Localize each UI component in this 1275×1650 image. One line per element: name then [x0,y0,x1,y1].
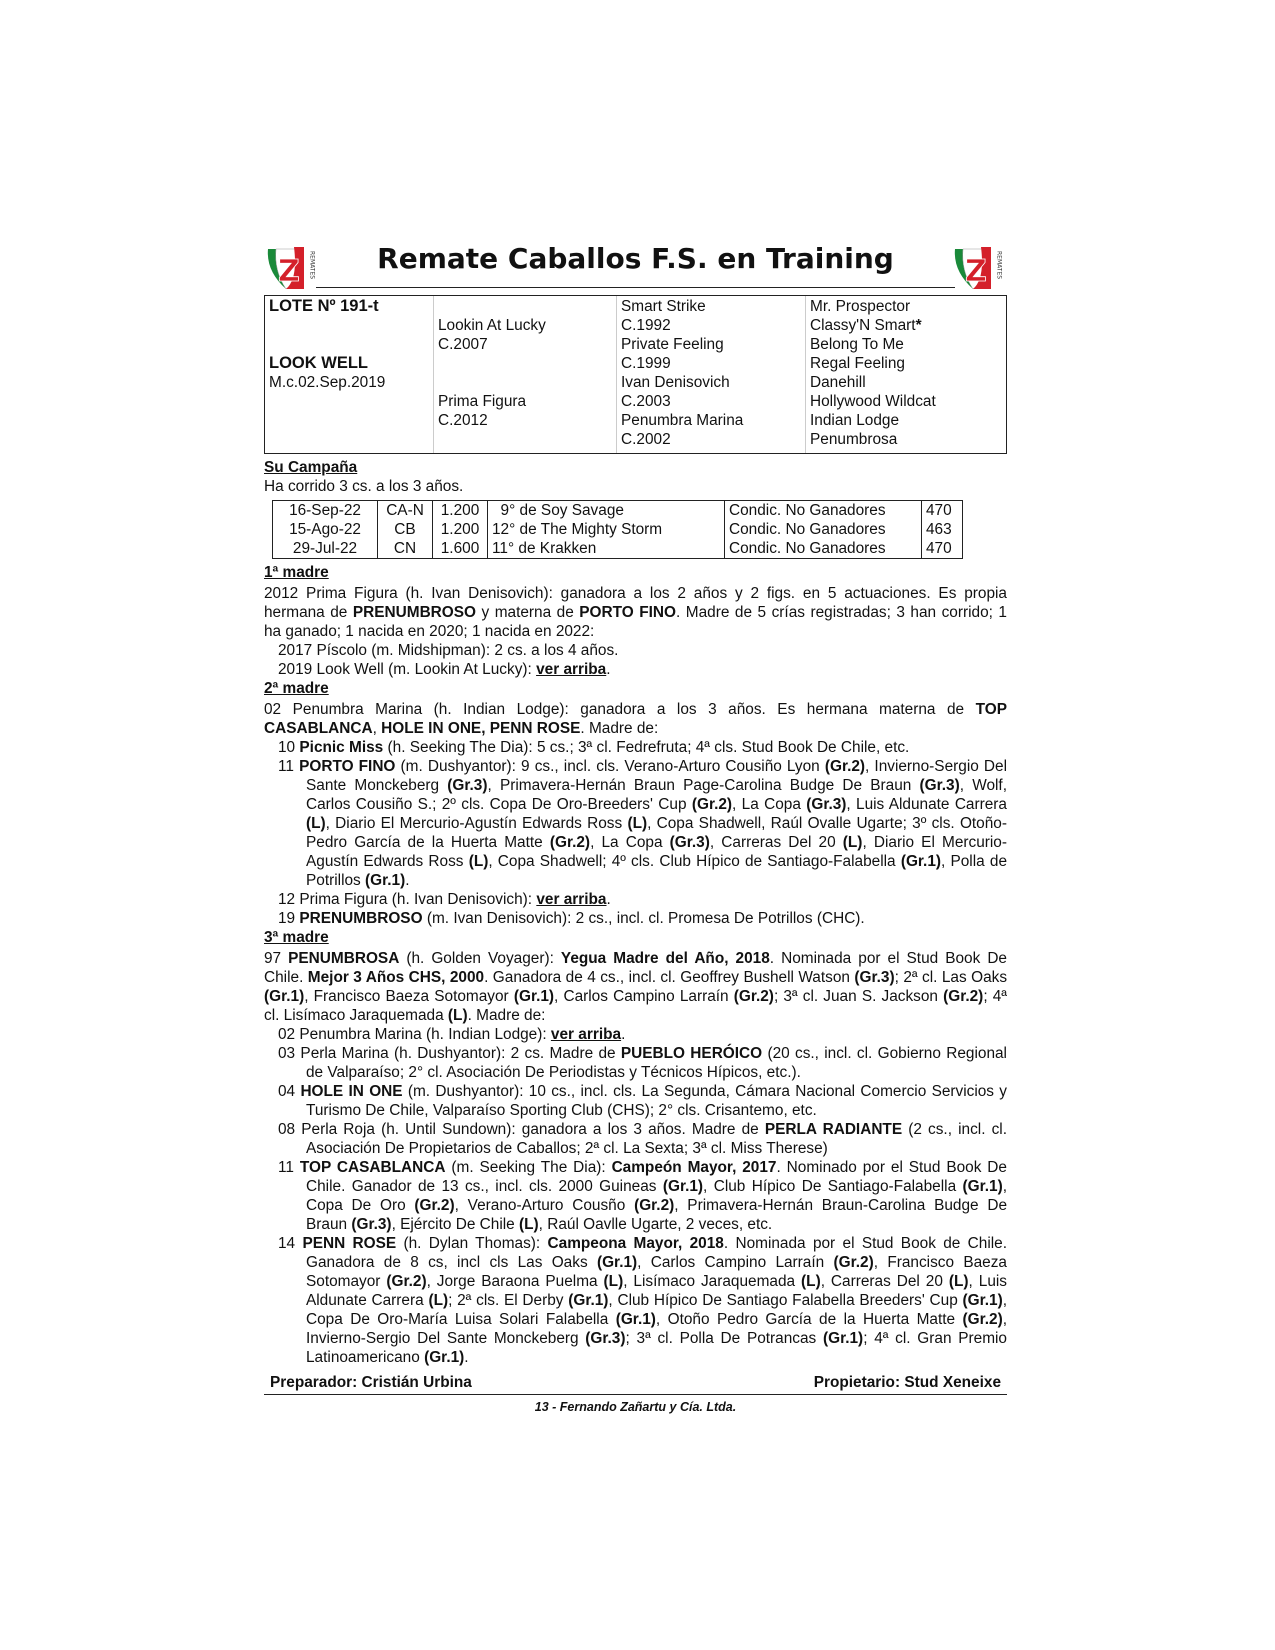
great-grandparents-column [810,297,936,449]
table-row [273,520,963,539]
first-dam-section [264,563,1007,679]
page-footer: 13 - Fernando Zañartu y Cía. Ltda. [534,1400,737,1414]
race-track: CN [378,539,433,559]
list-item: 03 Perla Marina (h. Dushyantor): 2 cs. Madre de PUEBLO HERÓICO (20 cs., incl. cl. Gobierno Regional de Valparaíso; 2° cl. Asociación De Periodistas y Técnicos Hípicos, etc.). [278,1045,1007,1081]
race-date: 15-Ago-22 [273,520,378,539]
dam-year: C.2012 [438,412,488,429]
great-grandparent: Hollywood Wildcat [810,393,936,410]
race-dist: 1.200 [433,520,488,539]
table-row [273,501,963,521]
second-dam-text: 02 Penumbra Marina (h. Indian Lodge): ganadora a los 3 años. Es hermana materna de TOP CASABLANCA, HOLE IN ONE, PENN ROSE. Madre de: [264,701,1007,737]
great-grandparent: Penumbrosa [810,431,898,448]
table-row [273,539,963,559]
race-weight: 463 [922,520,963,539]
horse-name: LOOK WELL [269,354,368,372]
grandparent-year: C.2003 [621,393,671,410]
second-dam-heading: 2ª madre [264,680,329,697]
remates-logo [951,243,1007,293]
lot-column [269,297,385,392]
grandparent: Ivan Denisovich [621,374,730,391]
page-header [264,243,1007,295]
list-item: 12 Prima Figura (h. Ivan Denisovich): ver arriba. [278,891,611,908]
sire-name: Lookin At Lucky [438,317,546,334]
great-grandparent: Indian Lodge [810,412,900,429]
pedigree-box [264,295,1007,454]
owner: Propietario: Stud Xeneixe [813,1374,1001,1391]
campaign-section [264,458,1007,496]
grandparent: Private Feeling [621,336,724,353]
grandparents-column [621,297,743,449]
dam-name: Prima Figura [438,393,527,410]
list-item: 14 PENN ROSE (h. Dylan Thomas): Campeona Mayor, 2018. Nominada por el Stud Book de Chile. Ganadora de 8 cs, incl cls Las Oaks (Gr.1), Carlos Campino Larraín (Gr.2), Francisco Baeza Sotomayor (Gr.2), Jorge Baraona Puelma (L), Lisímaco Jaraquemada (L), Carreras Del 20 (L), Luis Aldunate Carrera (L); 2ª cls. El Derby (Gr.1), Club Hípico De Santiago Falabella Breeders' Cup (Gr.1), Copa De Oro-María Luisa Solari Falabella (Gr.1), Otoño Pedro García de la Huerta Matte (Gr.2), Invierno-Sergio Del Sante Monckeberg (Gr.3); 3ª cl. Polla De Potrancas (Gr.1); 4ª cl. Gran Premio Latinoamericano (Gr.1). [278,1235,1008,1366]
first-dam-heading: 1ª madre [264,564,329,581]
svg-text:Z: Z [965,254,987,289]
third-dam-heading: 3ª madre [264,929,329,946]
list-item: 2019 Look Well (m. Lookin At Lucky): ver arriba. [278,661,611,678]
sire-year: C.2007 [438,336,488,353]
race-result: 12° de The Mighty Storm [488,520,725,539]
races-table [272,500,963,559]
list-item: 11 TOP CASABLANCA (m. Seeking The Dia): Campeón Mayor, 2017. Nominado por el Stud Book De Chile. Ganador de 13 cs., incl. cls. 2000 Guineas (Gr.1), Club Hípico De Santiago-Falabella (Gr.1), Copa De Oro (Gr.2), Verano-Arturo Cousño (Gr.2), Primavera-Hernán Braun-Carolina Budge De Braun (Gr.3), Ejército De Chile (L), Raúl Oavlle Ugarte, 2 veces, etc. [278,1159,1008,1233]
race-cond: Condic. No Ganadores [725,501,922,521]
race-track: CB [378,520,433,539]
grandparent-year: C.2002 [621,431,671,448]
remates-logo [264,243,320,293]
list-item: 11 PORTO FINO (m. Dushyantor): 9 cs., incl. cls. Verano-Arturo Cousiño Lyon (Gr.2), Invierno-Sergio Del Sante Monckeberg (Gr.3), Primavera-Hernán Braun Page-Carolina Budge De Braun (Gr.3), Wolf, Carlos Cousiño S.; 2º cls. Copa De Oro-Breeders' Cup (Gr.2), La Copa (Gr.3), Luis Aldunate Carrera (L), Diario El Mercurio-Agustín Edwards Ross (L), Copa Shadwell, Raúl Ovalle Ugarte; 3º cls. Otoño-Pedro García de la Huerta Matte (Gr.2), La Copa (Gr.3), Carreras Del 20 (L), Diario El Mercurio-Agustín Edwards Ross (L), Copa Shadwell; 4º cls. Club Hípico de Santiago-Falabella (Gr.1), Polla de Potrillos (Gr.1). [278,758,1008,889]
campaign-text: Ha corrido 3 cs. a los 3 años. [264,478,464,495]
third-dam-section [264,928,1007,1367]
race-cond: Condic. No Ganadores [725,539,922,559]
second-dam-section [264,679,1007,928]
list-item: 08 Perla Roja (h. Until Sundown): ganadora a los 3 años. Madre de PERLA RADIANTE (2 cs., incl. cl. Asociación De Propietarios de Caballos; 2ª cl. La Sexta; 3ª cl. Miss Therese) [278,1121,1007,1157]
footer-credits [264,1373,1007,1395]
page-title: Remate Caballos F.S. en Training [377,242,894,275]
list-item: 02 Penumbra Marina (h. Indian Lodge): ver arriba. [278,1026,626,1043]
great-grandparent: Danehill [810,374,866,391]
svg-text:REMATES: REMATES [308,251,316,280]
race-result: 11° de Krakken [488,539,725,559]
race-result: 9° de Soy Savage [488,501,725,521]
title-rule [316,287,955,288]
svg-text:Z: Z [278,254,300,289]
catalog-page [264,243,1007,1417]
race-weight: 470 [922,539,963,559]
race-date: 29-Jul-22 [273,539,378,559]
first-dam-text: 2012 Prima Figura (h. Ivan Denisovich): ganadora a los 2 años y 2 figs. en 5 actuaciones. Es propia hermana de PRENUMBROSO y materna de PORTO FINO. Madre de 5 crías registradas; 3 han corrido; 1 ha ganado; 1 nacida en 2020; 1 nacida en 2022: [264,585,1007,640]
race-track: CA-N [378,501,433,521]
list-item: 10 Picnic Miss (h. Seeking The Dia): 5 cs.; 3ª cl. Fedrefruta; 4ª cls. Stud Book De Chile, etc. [278,739,910,756]
race-dist: 1.600 [433,539,488,559]
trainer: Preparador: Cristián Urbina [270,1374,472,1391]
list-item: 19 PRENUMBROSO (m. Ivan Denisovich): 2 cs., incl. cl. Promesa De Potrillos (CHC). [278,910,865,927]
grandparent-year: C.1992 [621,317,671,334]
star-mark: * [915,317,922,334]
campaign-heading: Su Campaña [264,459,358,476]
great-grandparent: Classy'N Smart [810,317,916,334]
list-item: 2017 Píscolo (m. Midshipman): 2 cs. a los 4 años. [278,642,619,659]
race-date: 16-Sep-22 [273,501,378,521]
lot-number: LOTE Nº 191-t [269,297,379,315]
race-dist: 1.200 [433,501,488,521]
svg-text:REMATES: REMATES [995,251,1003,280]
grandparent: Penumbra Marina [621,412,744,429]
great-grandparent: Mr. Prospector [810,298,911,315]
race-cond: Condic. No Ganadores [725,520,922,539]
race-weight: 470 [922,501,963,521]
grandparent: Smart Strike [621,298,706,315]
great-grandparent: Regal Feeling [810,355,905,372]
horse-birth: M.c.02.Sep.2019 [269,374,386,391]
third-dam-text: 97 PENUMBROSA (h. Golden Voyager): Yegua Madre del Año, 2018. Nominada por el Stud Book De Chile. Mejor 3 Años CHS, 2000. Ganadora de 4 cs., incl. cl. Geoffrey Bushell Watson (Gr.3); 2ª cl. Las Oaks (Gr.1), Francisco Baeza Sotomayor (Gr.1), Carlos Campino Larraín (Gr.2); 3ª cl. Juan S. Jackson (Gr.2); 4ª cl. Lisímaco Jaraquemada (L). Madre de: [264,950,1008,1024]
list-item: 04 HOLE IN ONE (m. Dushyantor): 10 cs., incl. cls. La Segunda, Cámara Nacional Comercio Servicios y Turismo De Chile, Valparaíso Sporting Club (CHS); 2° cls. Crisantemo, etc. [278,1083,1007,1119]
great-grandparent: Belong To Me [810,336,904,353]
parents-column [438,297,546,430]
grandparent-year: C.1999 [621,355,671,372]
